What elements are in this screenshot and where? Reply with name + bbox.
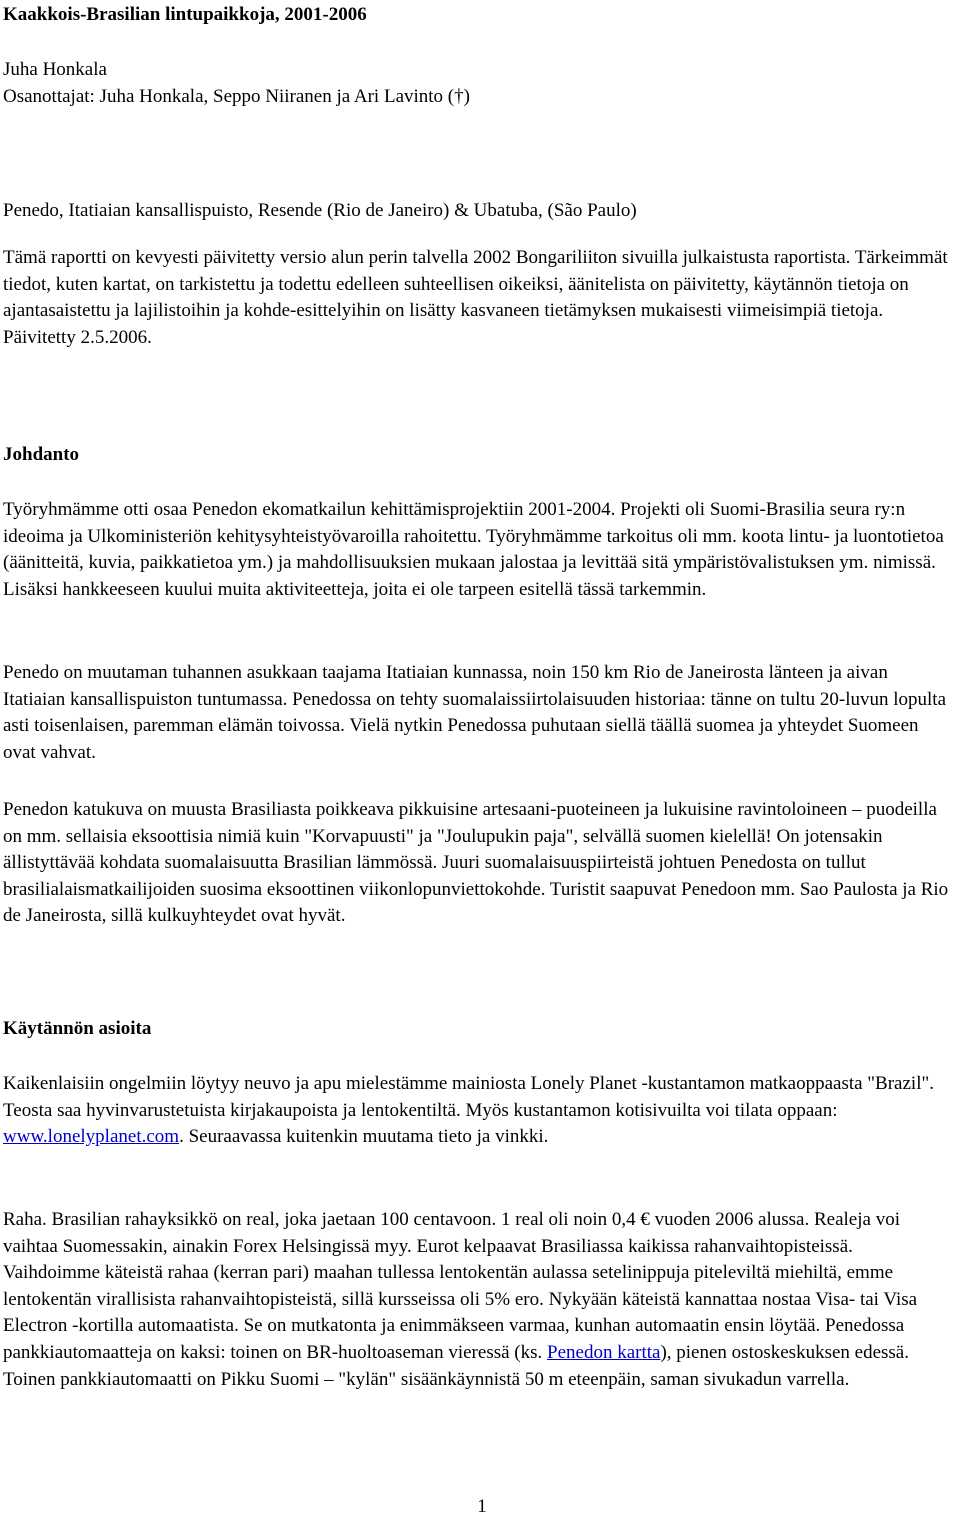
penedo-map-link[interactable]: Penedon kartta — [547, 1341, 661, 1363]
money-text-after: ), pienen ostoskeskuksen edessä. Toinen pankkiautomaatti on Pikku Suomi – "kylän" sisäänkäynnistä 50 m eteenpäin, saman sivukadun varrella. — [3, 1341, 909, 1390]
lonelyplanet-link[interactable]: www.lonelyplanet.com — [3, 1126, 180, 1148]
section-heading-johdanto: Johdanto — [3, 444, 80, 465]
page-number — [0, 1496, 960, 1518]
participants-line: Osanottajat: Juha Honkala, Seppo Niiranen ja Ari Lavinto (†) — [3, 86, 470, 107]
paragraph-project: Työryhmämme otti osaa Penedon ekomatkailun kehittämisprojektiin 2001-2004. Projekti oli Suomi-Brasilia seura ry:n ideoima ja Ulkoministeriön kehitysyhteistyövaroilla rahoitettu. Työryhmämme tarkoitus oli mm. koota lintu- ja luontotietoa (äänitteitä, kuvia, paikkatietoa ym.) ja mahdollisuuksien mukaan jalostaa ja levittää sitä ympäristövalistuksen ym. nimissä. Lisäksi hankkeeseen kuului muita aktiviteetteja, joita ei ole tarpeen esitellä tässä tarkemmin. — [3, 499, 944, 600]
locations-line: Penedo, Itatiaian kansallispuisto, Resende (Rio de Janeiro) & Ubatuba, (São Paulo) — [3, 200, 637, 221]
guidebook-text-before: Kaikenlaisiin ongelmiin löytyy neuvo ja apu mielestämme mainiosta Lonely Planet -kustantamon matkaoppaasta "Brazil". Teosta saa hyvinvarustetuista kirjakaupoista ja lentokentiltä. Myös kustantamon kotisivuilta voi tilata oppaan: — [3, 1073, 934, 1121]
money-text-before: Raha. Brasilian rahayksikkö on real, joka jaetaan 100 centavoon. 1 real oli noin 0,4 € vuoden 2006 alussa. Realeja voi vaihtaa Suomessakin, ainakin Forex Helsingissä myy. Eurot kelpaavat Brasiliassa kaikissa rahanvaihtopisteissä. Vaihdoimme käteistä rahaa (kerran pari) maahan tullessa lentokentän aulassa setelinippuja piteleviltä miehiltä, emme lentokentän virallisista rahanvaihtopisteistä, sillä kursseissa oli 5% ero. Nykyään käteistä kannattaa nostaa Visa- tai Visa Electron -kortilla automaatista. Se on mutkatonta ja enimmäkseen varmaa, kunhan automaatin ensin löytää. Penedossa pankkiautomaatteja on kaksi: toinen on BR-huoltoaseman vieressä (ks. — [3, 1209, 918, 1363]
page-number-label: 1 — [477, 1496, 487, 1517]
document-title: Kaakkois-Brasilian lintupaikkoja, 2001-2006 — [3, 4, 367, 25]
paragraph-streetscape: Penedon katukuva on muusta Brasiliasta poikkeava pikkuisine artesaani-puoteineen ja lukuisine ravintoloineen – puodeilla on mm. sellaisia eksoottisia nimiä kuin "Korvapuusti" ja "Joulupukin paja", selvällä suomen kielellä! On jotensakin ällistyttävää kohdata suomalaisuutta Brasilian lämmössä. Juuri suomalaisuuspiirteistä johtuen Penedosta on tullut brasilialaismatkailijoiden suosima eksoottinen viikonlopunviettokohde. Turistit saapuvat Penedoon mm. Sao Paulosta ja Rio de Janeirosta, sillä kulkuyhteydet ovat hyvät. — [3, 799, 949, 927]
intro-paragraph: Tämä raportti on kevyesti päivitetty versio alun perin talvella 2002 Bongariliiton sivuilla julkaistusta raportista. Tärkeimmät tiedot, kuten kartat, on tarkistettu ja todettu edelleen suhteellisen oikeiksi, äänitelista on päivitetty, käytännön tietoja on ajantasaistettu ja lajilistoihin ja kohde-esittelyihin on lisätty kasvaneen tietämyksen mukaisesti viimeisimpiä tietoja. Päivitetty 2.5.2006. — [3, 247, 948, 349]
guidebook-text-after: . Seuraavassa kuitenkin muutama tieto ja vinkki. — [179, 1126, 549, 1148]
paragraph-money — [3, 1207, 953, 1393]
paragraph-guidebook — [3, 1071, 953, 1151]
section-heading-kaytannon: Käytännön asioita — [3, 1018, 152, 1039]
paragraph-penedo: Penedo on muutaman tuhannen asukkaan taajama Itatiaian kunnassa, noin 150 km Rio de Janeirosta länteen ja aivan Itatiaian kansallispuiston tuntumassa. Penedossa on tehty suomalaissiirtolaisuuden historiaa: tänne on tultu 20-luvun lopulta asti toisenlaisen, paremman elämän toivossa. Vielä nytkin Penedossa puhutaan siellä täällä suomea ja yhteydet Suomeen ovat vahvat. — [3, 662, 946, 763]
author-name: Juha Honkala — [3, 59, 107, 80]
